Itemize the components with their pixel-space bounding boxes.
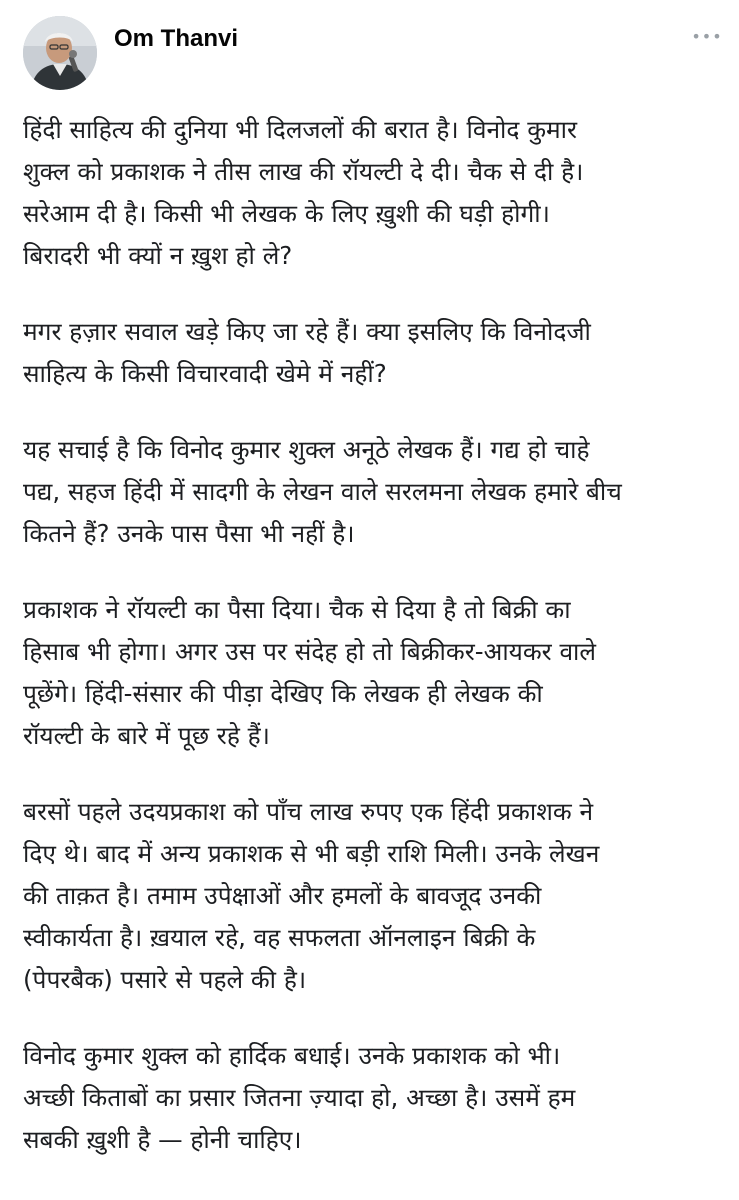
author-avatar[interactable]: [23, 16, 97, 90]
text-line: साहित्य के किसी विचारवादी खेमे में नहीं?: [23, 359, 387, 388]
more-dots-icon: •••: [691, 26, 723, 46]
text-line: दिए थे। बाद में अन्य प्रकाशक से भी बड़ी राशि मिली। उनके लेखन: [23, 839, 600, 868]
text-line: बिरादरी भी क्यों न ख़ुश हो ले?: [23, 241, 293, 270]
text-line: हिसाब भी होगा। अगर उस पर संदेह हो तो बिक्रीकर-आयकर वाले: [23, 637, 597, 666]
text-line: पद्य, सहज हिंदी में सादगी के लेखन वाले सरलमना लेखक हमारे बीच: [23, 477, 622, 506]
more-options-button[interactable]: [693, 22, 721, 50]
text-line: (पेपरबैक) पसारे से पहले की है।: [23, 965, 307, 994]
text-line: यह सचाई है कि विनोद कुमार शुक्ल अनूठे लेखक हैं। गद्य हो चाहे: [23, 435, 590, 464]
text-line: अच्छी किताबों का प्रसार जितना ज़्यादा हो, अच्छा है। उसमें हम: [23, 1083, 576, 1112]
post-paragraph: [23, 429, 723, 555]
text-line: मगर हज़ार सवाल खड़े किए जा रहे हैं। क्या इसलिए कि विनोदजी: [23, 317, 591, 346]
post-paragraph: [23, 589, 723, 757]
text-line: कितने हैं? उनके पास पैसा भी नहीं है।: [23, 519, 355, 548]
text-line: की ताक़त है। तमाम उपेक्षाओं और हमलों के बावजूद उनकी: [23, 881, 542, 910]
text-line: रॉयल्टी के बारे में पूछ रहे हैं।: [23, 721, 270, 750]
text-line: शुक्ल को प्रकाशक ने तीस लाख की रॉयल्टी दे दी। चैक से दी है।: [23, 157, 584, 186]
text-line: प्रकाशक ने रॉयल्टी का पैसा दिया। चैक से दिया है तो बिक्री का: [23, 595, 571, 624]
text-line: स्वीकार्यता है। ख़याल रहे, वह सफलता ऑनलाइन बिक्री के: [23, 923, 536, 952]
post-paragraph: [23, 311, 723, 395]
post-header: [0, 0, 739, 100]
text-line: विनोद कुमार शुक्ल को हार्दिक बधाई। उनके प्रकाशक को भी।: [23, 1041, 561, 1070]
text-line: हिंदी साहित्य की दुनिया भी दिलजलों की बरात है। विनोद कुमार: [23, 115, 578, 144]
text-line: सबकी ख़ुशी है — होनी चाहिए।: [23, 1125, 302, 1154]
profile-photo-icon: [23, 16, 97, 90]
post-paragraph: [23, 1035, 723, 1161]
text-line: पूछेंगे। हिंदी-संसार की पीड़ा देखिए कि लेखक ही लेखक की: [23, 679, 543, 708]
post-paragraph: [23, 109, 723, 277]
post-paragraph: [23, 791, 723, 1001]
text-line: सरेआम दी है। किसी भी लेखक के लिए ख़ुशी की घड़ी होगी।: [23, 199, 550, 228]
text-line: बरसों पहले उदयप्रकाश को पाँच लाख रुपए एक हिंदी प्रकाशक ने: [23, 797, 594, 826]
author-name[interactable]: Om Thanvi: [114, 25, 239, 52]
post-text: [23, 109, 723, 1195]
